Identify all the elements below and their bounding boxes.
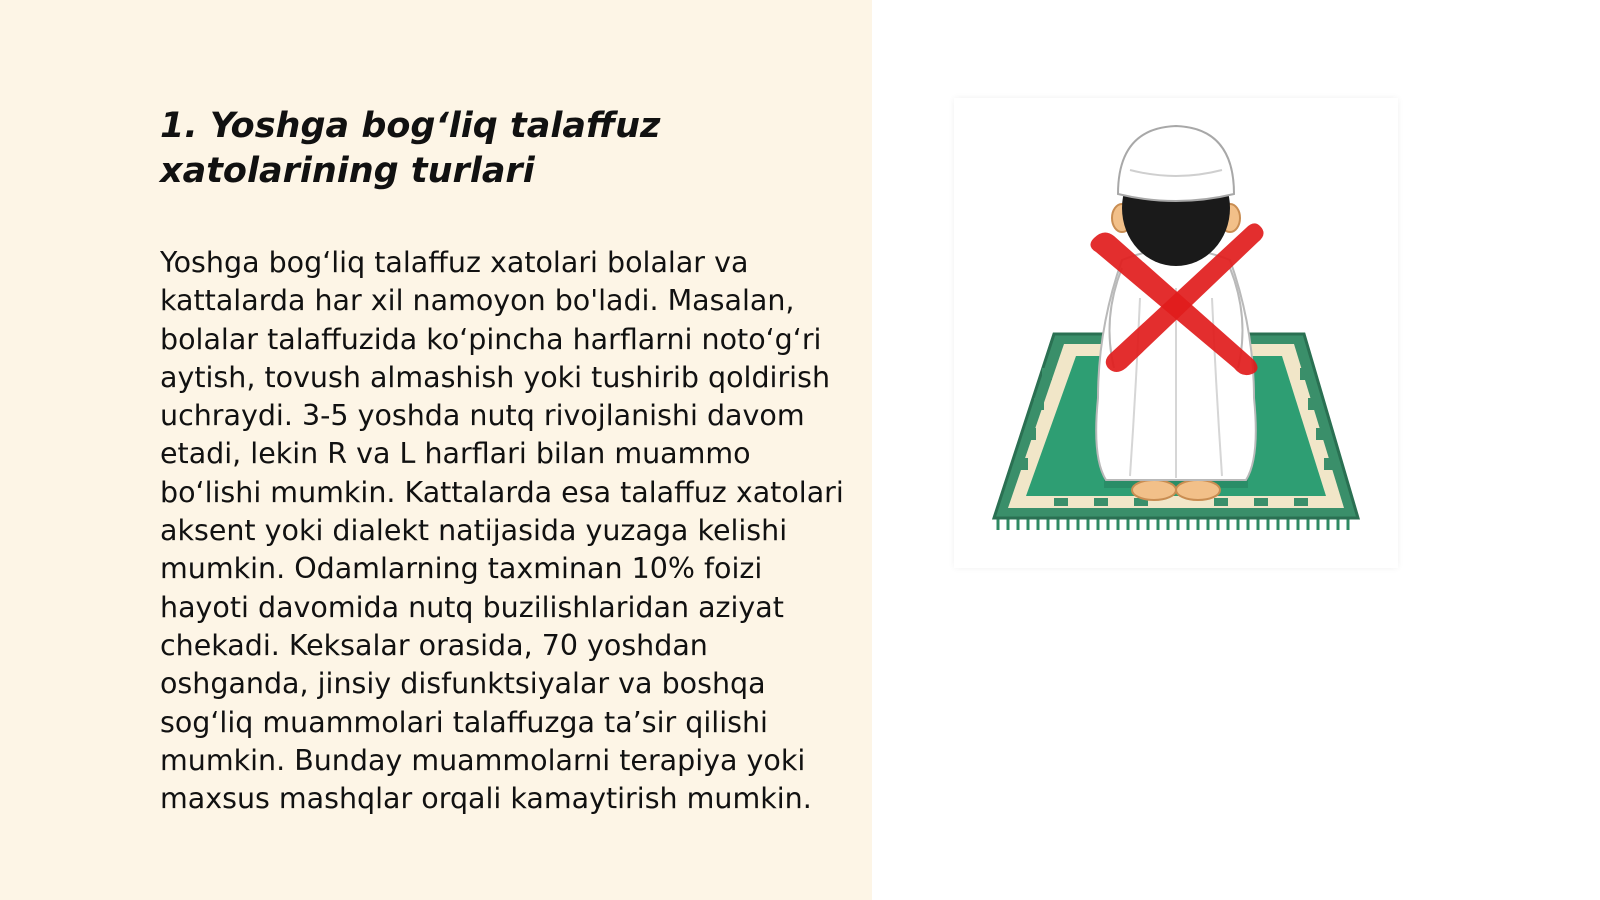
- illustration-card: [954, 98, 1398, 568]
- slide-body-text: Yoshga bog‘liq talaffuz xatolari bolalar va kattalarda har xil namoyon bo'ladi. Masalan, bolalar talaffuzida ko‘pincha harflarni noto‘g‘ri aytish, tovush almashish yoki tushirib qoldirish uchraydi. 3-5 yoshda nutq rivojlanishi davom etadi, lekin R va L harflari bilan muammo bo‘lishi mumkin. Kattalarda esa talaffuz xatolari aksent yoki dialekt natijasida yuzaga kelishi mumkin. Odamlarning taxminan 10% foizi hayoti davomida nutq buzilishlaridan aziyat chekadi. Keksalar orasida, 70 yoshdan oshganda, jinsiy disfunktsiyalar va boshqa sog‘liq muammolari talaffuzga ta’sir qilishi mumkin. Bunday muammolarni terapiya yoki maxsus mashqlar orqali kamaytirish mumkin.: [160, 246, 844, 816]
- praying-man-cross-icon: [954, 98, 1398, 568]
- slide-title: 1. Yoshga bog‘liq talaffuz xatolarining turlari: [160, 106, 661, 191]
